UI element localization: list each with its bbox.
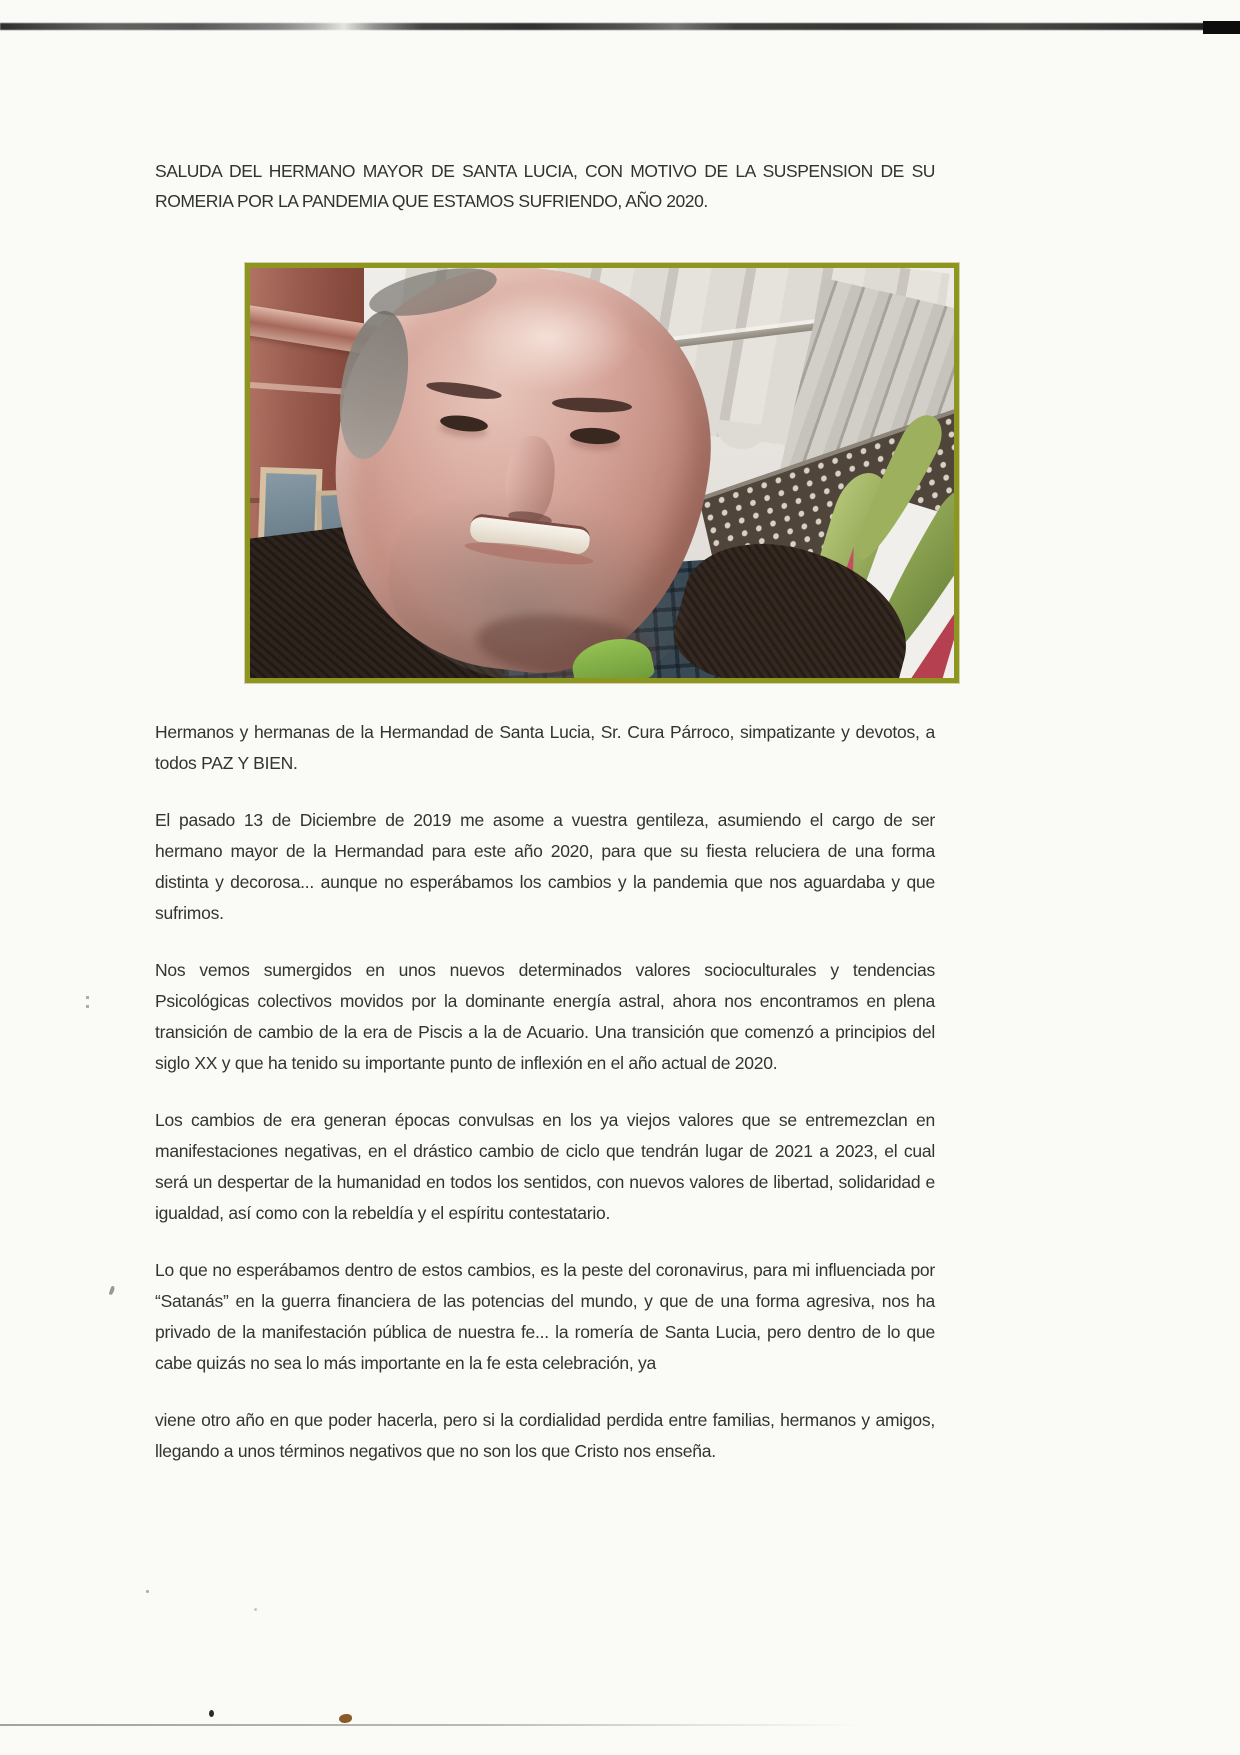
scan-speck xyxy=(146,1590,149,1593)
document-title: SALUDA DEL HERMANO MAYOR DE SANTA LUCIA, CON MOTIVO DE LA SUSPENSION DE SU ROMERIA POR LA PANDEMIA QUE ESTAMOS SUFRIENDO, AÑO 2020. xyxy=(155,161,935,211)
paragraph: Nos vemos sumergidos en unos nuevos determinados valores socioculturales y tendencias Psicológicas colectivos movidos por la dominante energía astral, ahora nos encontramos en plena transición de cambio de la era de Piscis a la de Acuario. Una transición que comenzó a principios del siglo XX y que ha tenido su importante punto de inflexión en el año actual de 2020. xyxy=(155,960,935,1073)
scan-speck xyxy=(339,1714,352,1723)
paragraph: viene otro año en que poder hacerla, pero si la cordialidad perdida entre familias, hermanos y amigos, llegando a unos términos negativos que no son los que Cristo nos enseña. xyxy=(155,1410,935,1461)
scan-artifact-bottom-line xyxy=(0,1724,862,1726)
paragraph-greeting: Hermanos y hermanas de la Hermandad de Santa Lucia, Sr. Cura Párroco, simpatizante y devotos, a todos PAZ Y BIEN. xyxy=(155,722,935,773)
photo-forehead-highlight xyxy=(458,282,638,392)
scan-speck xyxy=(109,1286,116,1296)
scan-speck xyxy=(86,996,89,1008)
portrait-photo xyxy=(245,263,959,683)
scan-artifact-top-strip xyxy=(0,23,1206,30)
paragraph: El pasado 13 de Diciembre de 2019 me asome a vuestra gentileza, asumiendo el cargo de ser hermano mayor de la Hermandad para este año 2020, para que su fiesta reluciera de una forma distinta y decorosa... aunque no esperábamos los cambios y la pandemia que nos aguardaba y que sufrimos. xyxy=(155,810,935,923)
scan-speck xyxy=(254,1608,257,1611)
paragraph: Lo que no esperábamos dentro de estos cambios, es la peste del coronavirus, para mi influenciada por “Satanás” en la guerra financiera de las potencias del mundo, y que de una forma agresiva, nos ha privado de la manifestación pública de nuestra fe... la romería de Santa Lucia, pero dentro de lo que cabe quizás no sea lo más importante en la fe esta celebración, ya xyxy=(155,1260,935,1373)
paragraph: Los cambios de era generan épocas convulsas en los ya viejos valores que se entremezclan en manifestaciones negativas, en el drástico cambio de ciclo que tendrán lugar de 2021 a 2023, el cual será un despertar de la humanidad en todos los sentidos, con nuevos valores de libertad, solidaridad e igualdad, así como con la rebeldía y el espíritu contestatario. xyxy=(155,1110,935,1223)
scan-artifact-top-right-block xyxy=(1203,21,1240,34)
scan-speck xyxy=(209,1710,214,1717)
document-body xyxy=(155,717,935,1493)
